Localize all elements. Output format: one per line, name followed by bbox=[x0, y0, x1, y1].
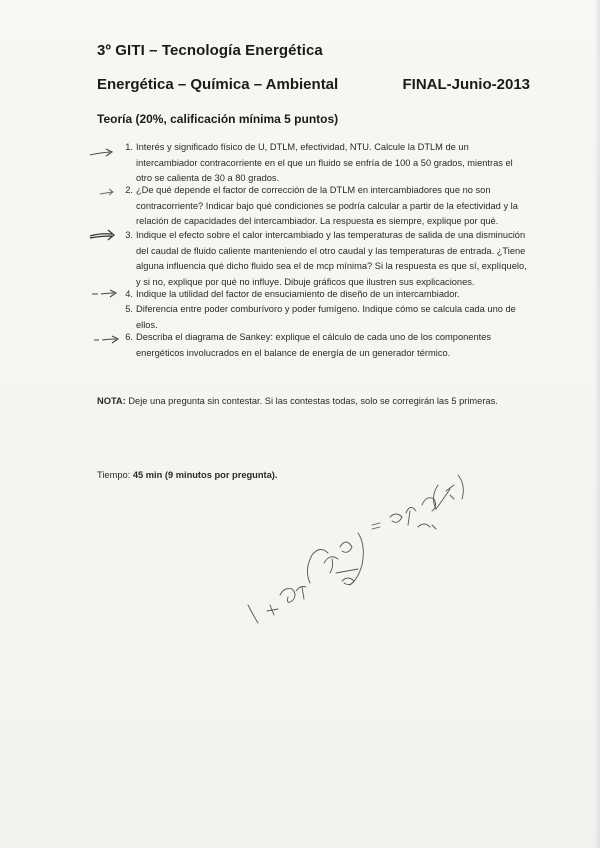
section-title: Teoría (20%, calificación mínima 5 puntos) bbox=[97, 112, 339, 126]
question-text: Describa el diagrama de Sankey: explique el cálculo de cada uno de los componentes energéticos involucrados en el balance de energía de un generador térmico. bbox=[136, 332, 492, 358]
handwritten-formula-icon bbox=[240, 455, 490, 635]
question-number: 1. bbox=[125, 142, 133, 152]
question-number: 6. bbox=[125, 332, 133, 342]
exam-title: FINAL-Junio-2013 bbox=[402, 76, 530, 93]
question-number: 2. bbox=[125, 185, 133, 195]
handwritten-arrow-icon bbox=[88, 147, 116, 159]
question-text: Interés y significado físico de U, DTLM, efectividad, NTU. Calcule la DTLM de un intercambiador contracorriente en el que un fluido se enfría de 100 a 50 grados, mientras el otro se calienta de 30 a 80 grados. bbox=[136, 142, 513, 184]
question-text: ¿De qué depende el factor de corrección de la DTLM en intercambiadores que no son contracorriente? Indicar bajo qué condiciones se podría calcular a partir de la efectividad y la relación de capacidades del intercambiador. La respuesta es siempre, explique por qué. bbox=[136, 185, 518, 227]
question-text: Indique la utilidad del factor de ensuciamiento de diseño de un intercambiador. bbox=[136, 289, 460, 299]
note-text: Deje una pregunta sin contestar. Si las contestas todas, solo se corregirán las 5 primeras. bbox=[128, 396, 498, 406]
question-number: 4. bbox=[125, 289, 133, 299]
time-label: Tiempo: bbox=[97, 470, 131, 480]
time-value: 45 min (9 minutos por pregunta). bbox=[132, 470, 278, 480]
note bbox=[97, 396, 537, 406]
note-label: NOTA: bbox=[97, 396, 126, 406]
page-edge-shadow bbox=[594, 0, 600, 848]
subject-title: Energética – Química – Ambiental bbox=[97, 76, 339, 93]
course-title: 3º GITI – Tecnología Energética bbox=[97, 42, 323, 59]
question-text: Diferencia entre poder comburívoro y poder fumígeno. Indique cómo se calcula cada uno de ellos. bbox=[136, 304, 516, 330]
question-number: 5. bbox=[125, 304, 133, 314]
question-text: Indique el efecto sobre el calor intercambiado y las temperaturas de salida de una disminución del caudal de fluido caliente manteniendo el otro caudal y las temperaturas de entrada. ¿Tiene alguna influencia qué dicho fluido sea el de mcp mínima? Si la respuesta es que sí, explíquelo, y si no, explique por qué no influye. Dibuje gráficos que ilustren sus explicaciones. bbox=[136, 230, 527, 287]
question-number: 3. bbox=[125, 230, 133, 240]
